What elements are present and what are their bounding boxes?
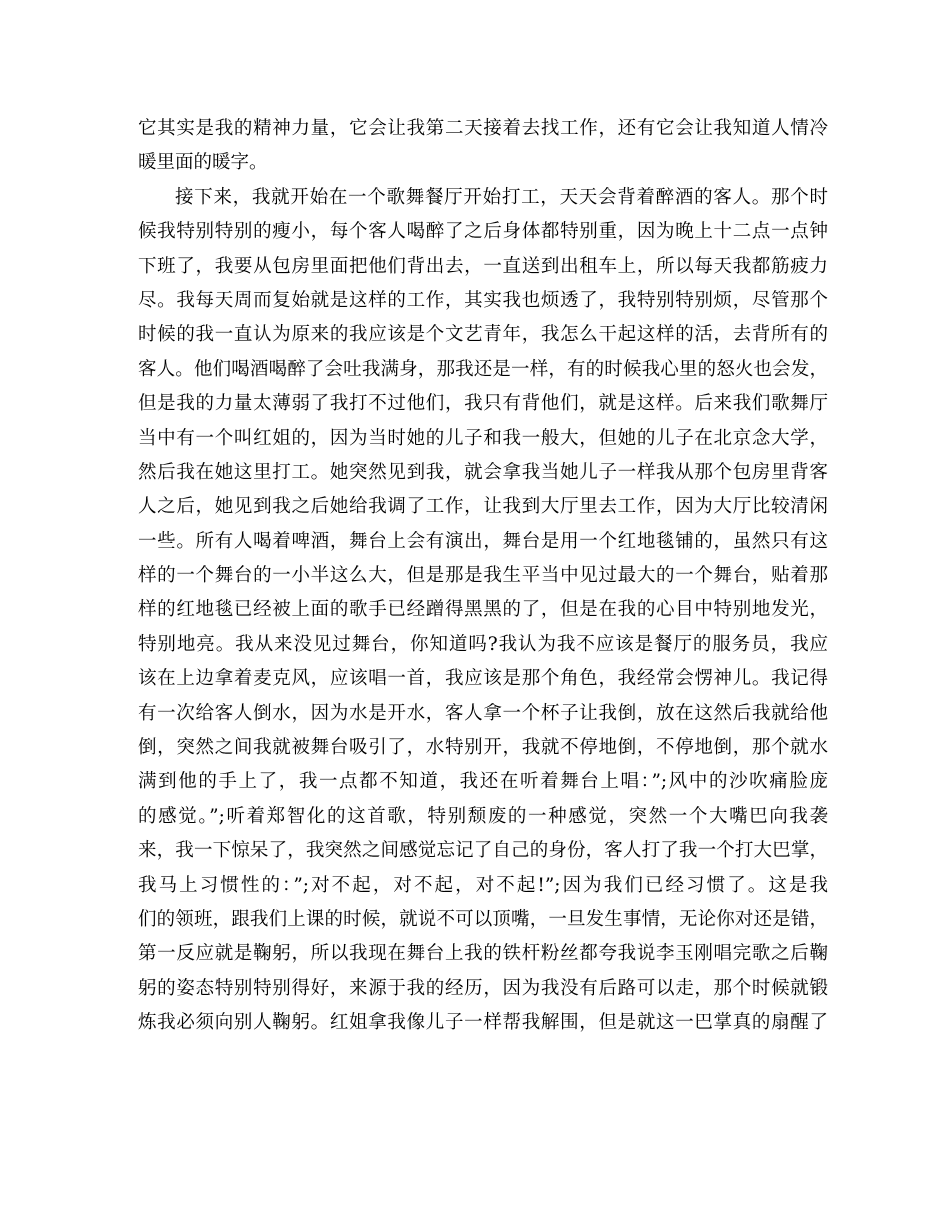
text-line: 来，我一下惊呆了，我突然之间感觉忘记了自己的身份，客人打了我一个打大巴掌，: [138, 840, 828, 862]
text-line: 倒，突然之间我就被舞台吸引了，水特别开，我就不停地倒，不停地倒，那个就水: [138, 737, 828, 759]
text-line: 有一次给客人倒水，因为水是开水，客人拿一个杯子让我倒，放在这然后我就给他: [138, 702, 828, 724]
text-line: 样的一个舞台的一小半这么大，但是那是我生平当中见过最大的一个舞台，贴着那: [138, 565, 828, 587]
text-line: 躬的姿态特别特别得好，来源于我的经历，因为我没有后路可以走，那个时候就锻: [138, 977, 828, 999]
paragraph-first-line: 接下来，我就开始在一个歌舞餐厅开始打工，天天会背着醉酒的客人。那个时: [175, 186, 828, 208]
text-line: 该在上边拿着麦克风，应该唱一首，我应该是那个角色，我经常会愣神儿。我记得: [138, 668, 828, 690]
text-line: 当中有一个叫红姐的，因为当时她的儿子和我一般大，但她的儿子在北京念大学，: [138, 427, 828, 449]
text-line: 时候的我一直认为原来的我应该是个文艺青年，我怎么干起这样的活，去背所有的: [138, 324, 828, 346]
body-text: [138, 112, 828, 1041]
text-line: 我马上习惯性的：”;对不起，对不起，对不起!”;因为我们已经习惯了。这是我: [138, 874, 828, 896]
text-line: 满到他的手上了，我一点都不知道，我还在听着舞台上唱：”;风中的沙吹痛脸庞: [138, 771, 828, 793]
text-line: 但是我的力量太薄弱了我打不过他们，我只有背他们，就是这样。后来我们歌舞厅: [138, 393, 828, 415]
text-line: 下班了，我要从包房里面把他们背出去，一直送到出租车上，所以每天我都筋疲力: [138, 255, 828, 277]
text-line: 暖里面的暖字。: [138, 152, 268, 174]
text-line: 它其实是我的精神力量，它会让我第二天接着去找工作，还有它会让我知道人情冷: [138, 118, 828, 139]
text-line: 特别地亮。我从来没见过舞台，你知道吗?我认为我不应该是餐厅的服务员，我应: [138, 633, 828, 655]
text-line: 样的红地毯已经被上面的歌手已经蹭得黑黑的了，但是在我的心目中特别地发光，: [138, 599, 828, 621]
text-line: 第一反应就是鞠躬，所以我现在舞台上我的铁杆粉丝都夸我说李玉刚唱完歌之后鞠: [138, 943, 828, 965]
text-line: 客人。他们喝酒喝醉了会吐我满身，那我还是一样，有的时候我心里的怒火也会发，: [138, 358, 828, 380]
text-line: 一些。所有人喝着啤酒，舞台上会有演出，舞台是用一个红地毯铺的，虽然只有这: [138, 530, 828, 552]
text-line: 炼我必须向别人鞠躬。红姐拿我像儿子一样帮我解围，但是就这一巴掌真的扇醒了: [138, 1012, 828, 1034]
text-line: 然后我在她这里打工。她突然见到我，就会拿我当她儿子一样我从那个包房里背客: [138, 461, 828, 483]
text-line: 人之后，她见到我之后她给我调了工作，让我到大厅里去工作，因为大厅比较清闲: [138, 496, 828, 518]
text-line: 尽。我每天周而复始就是这样的工作，其实我也烦透了，我特别特别烦，尽管那个: [138, 289, 828, 311]
text-line: 们的领班，跟我们上课的时候，就说不可以顶嘴，一旦发生事情，无论你对还是错，: [138, 908, 828, 930]
text-line: 的感觉。”;听着郑智化的这首歌，特别颓废的一种感觉，突然一个大嘴巴向我袭: [138, 805, 828, 827]
text-line: 候我特别特别的瘦小，每个客人喝醉了之后身体都特别重，因为晚上十二点一点钟: [138, 221, 828, 243]
